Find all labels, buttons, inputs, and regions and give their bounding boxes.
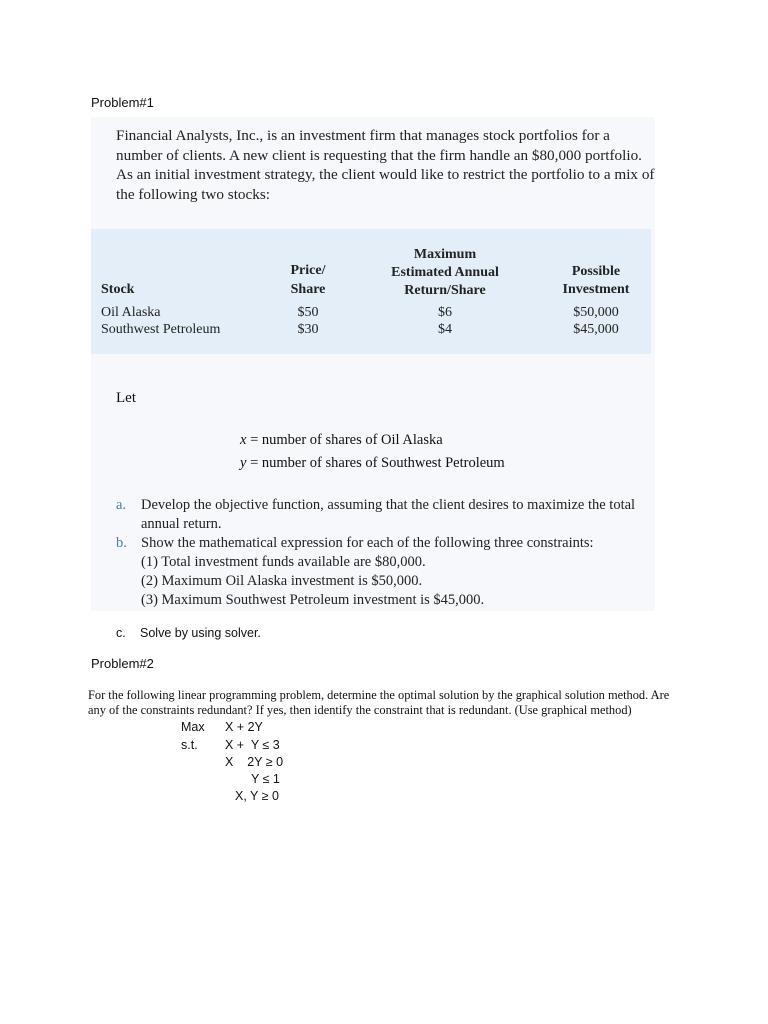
header-price-line2: Share bbox=[290, 282, 326, 297]
definition-y bbox=[240, 455, 505, 472]
header-price-line1: Price/ bbox=[290, 263, 326, 278]
lp-constraint-4: X, Y ≥ 0 bbox=[235, 789, 279, 803]
question-a bbox=[116, 496, 656, 534]
row2-investment: $45,000 bbox=[573, 322, 619, 337]
question-a-text: Develop the objective function, assuming that the client desires to maximize the total annual return. bbox=[141, 497, 636, 532]
question-list bbox=[116, 496, 656, 610]
problem2-heading: Problem#2 bbox=[91, 656, 154, 671]
problem2-intro: For the following linear programming problem, determine the optimal solution by the graphical solution method. Are any of the constraints redundant? If yes, then identify the constraint that is redundant. (Use graphical method) bbox=[88, 688, 670, 717]
variable-y: y bbox=[240, 455, 247, 471]
header-return-line3: Return/Share bbox=[404, 283, 486, 298]
row2-price: $30 bbox=[297, 322, 319, 337]
row2-stock: Southwest Petroleum bbox=[101, 322, 221, 337]
question-b bbox=[116, 534, 656, 553]
let-label: Let bbox=[116, 390, 136, 406]
header-return-line1: Maximum bbox=[413, 247, 477, 262]
lp-max-label: Max bbox=[181, 720, 205, 734]
question-a-marker: a. bbox=[116, 497, 127, 513]
problem1-heading: Problem#1 bbox=[91, 95, 154, 110]
header-stock: Stock bbox=[101, 282, 135, 297]
definition-x bbox=[240, 432, 443, 449]
lp-constraint-2: X 2Y ≥ 0 bbox=[225, 755, 284, 769]
lp-constraint-1: X + Y ≤ 3 bbox=[225, 738, 280, 752]
definition-y-text: = number of shares of Southwest Petroleum bbox=[250, 455, 505, 471]
row2-return: $4 bbox=[438, 322, 452, 337]
question-c-text: Solve by using solver. bbox=[140, 626, 261, 640]
question-c-marker: c. bbox=[116, 626, 126, 640]
row1-investment: $50,000 bbox=[573, 305, 619, 320]
definition-x-text: = number of shares of Oil Alaska bbox=[250, 432, 443, 448]
header-return-line2: Estimated Annual bbox=[391, 265, 499, 280]
question-b-marker: b. bbox=[116, 535, 127, 551]
row1-stock: Oil Alaska bbox=[101, 305, 161, 320]
question-b-text: Show the mathematical expression for each of the following three constraints: bbox=[141, 535, 594, 551]
problem1-intro: Financial Analysts, Inc., is an investment firm that manages stock portfolios for a number of clients. A new client is requesting that the firm handle an $80,000 portfolio. As an initial investment strategy, the client would like to restrict the portfolio to a mix of the following two stocks: bbox=[116, 127, 655, 203]
row1-price: $50 bbox=[297, 305, 319, 320]
header-investment-line1: Possible bbox=[571, 264, 621, 279]
lp-objective: X + 2Y bbox=[225, 720, 263, 734]
question-c bbox=[116, 626, 261, 640]
constraint-item-1: (1) Total investment funds available are $80,000. bbox=[141, 554, 426, 570]
constraint-item-2: (2) Maximum Oil Alaska investment is $50,000. bbox=[141, 573, 423, 589]
header-investment-line2: Investment bbox=[562, 282, 630, 297]
stock-table bbox=[91, 229, 651, 354]
constraint-item-3: (3) Maximum Southwest Petroleum investment is $45,000. bbox=[141, 592, 485, 608]
lp-constraint-3: Y ≤ 1 bbox=[251, 772, 280, 786]
lp-st-label: s.t. bbox=[181, 738, 198, 752]
variable-x: x bbox=[240, 432, 247, 448]
row1-return: $6 bbox=[438, 305, 452, 320]
